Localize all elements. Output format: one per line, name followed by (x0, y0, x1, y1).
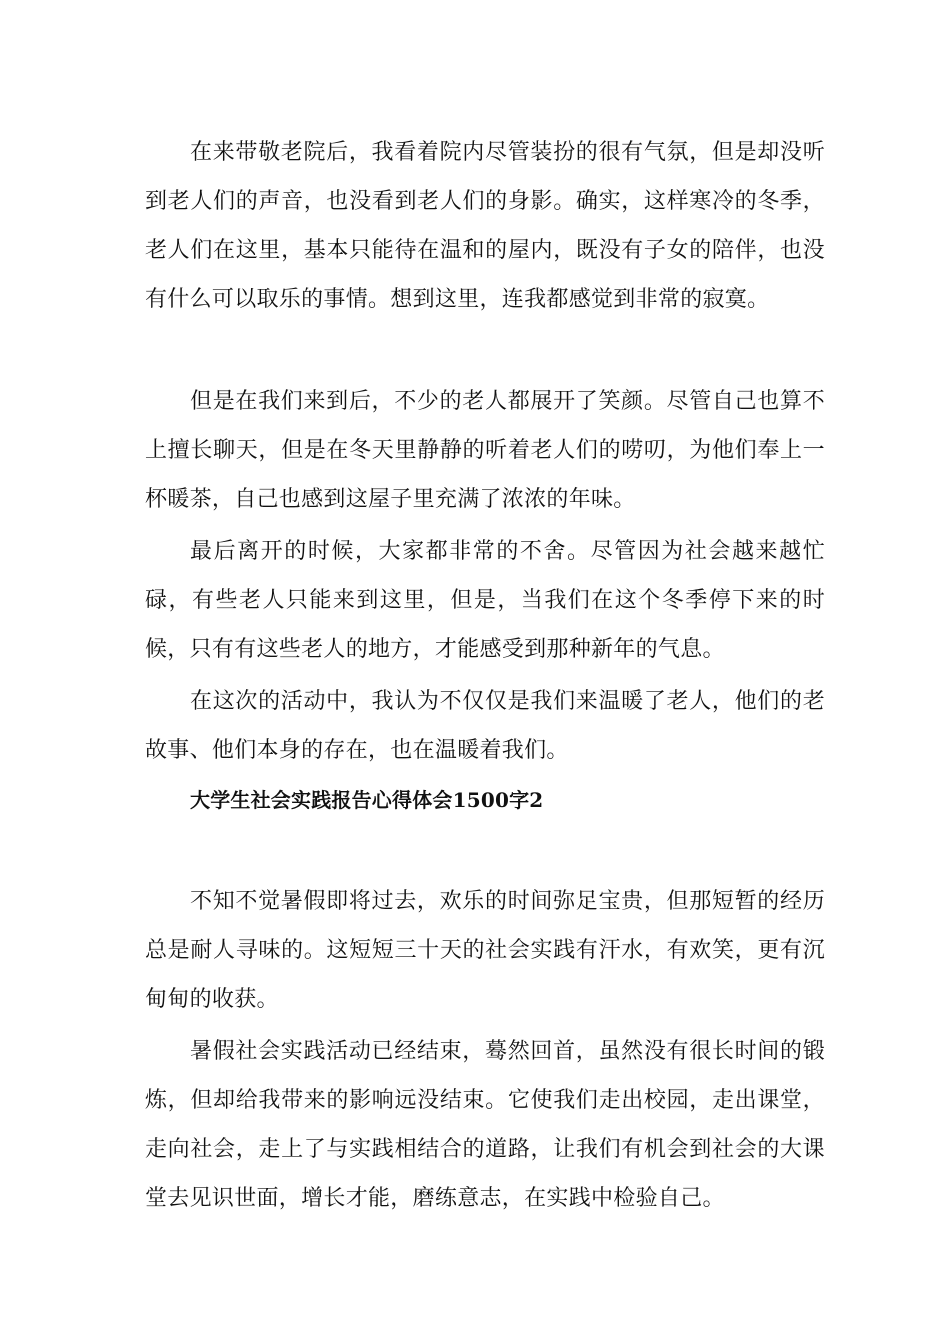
paragraph-elders-smile: 但是在我们来到后，不少的老人都展开了笑颜。尽管自己也算不上擅长聊天，但是在冬天里静静的听着老人们的唠叨，为他们奉上一杯暖茶，自己也感到这屋子里充满了浓浓的年味。 (145, 389, 825, 512)
paragraph-activity-reflection: 在这次的活动中，我认为不仅仅是我们来温暖了老人，他们的老故事、他们本身的存在，也在温暖着我们。 (145, 689, 825, 763)
section-heading: 大学生社会实践报告心得体会1500字2 (190, 788, 544, 812)
paragraph-nursing-home-arrival: 在来带敬老院后，我看着院内尽管装扮的很有气氛，但是却没听到老人们的声音，也没看到老人们的身影。确实，这样寒冷的冬季，老人们在这里，基本只能待在温和的屋内，既没有子女的陪伴，也没有什么可以取乐的事情。想到这里，连我都感觉到非常的寂寞。 (145, 140, 825, 312)
paragraph-leaving: 最后离开的时候，大家都非常的不舍。尽管因为社会越来越忙碌，有些老人只能来到这里，但是，当我们在这个冬季停下来的时候，只有有这些老人的地方，才能感受到那种新年的气息。 (145, 539, 825, 662)
paragraph-summer-vacation: 不知不觉暑假即将过去，欢乐的时间弥足宝贵，但那短暂的经历总是耐人寻味的。这短短三十天的社会实践有汗水，有欢笑，更有沉甸甸的收获。 (145, 889, 825, 1012)
paragraph-practice-ended: 暑假社会实践活动已经结束，蓦然回首，虽然没有很长时间的锻炼，但却给我带来的影响远没结束。它使我们走出校园，走出课堂，走向社会，走上了与实践相结合的道路，让我们有机会到社会的大课堂去见识世面，增长才能，磨练意志，在实践中检验自己。 (145, 1039, 825, 1211)
